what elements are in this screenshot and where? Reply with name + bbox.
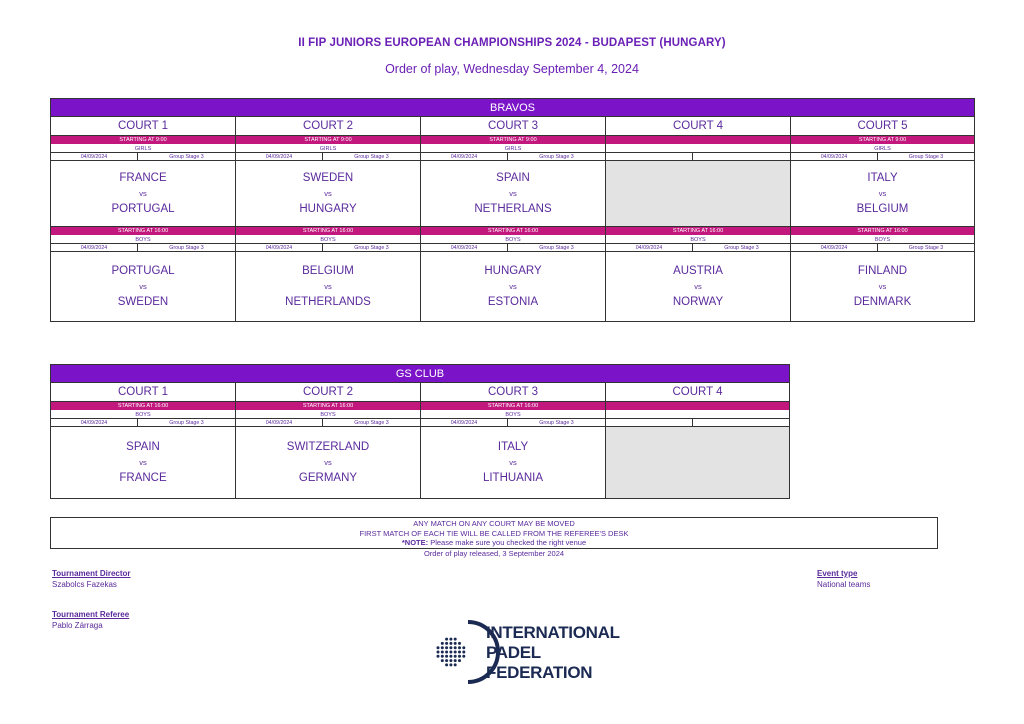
start-time-bar	[606, 136, 790, 145]
vs-label: vs	[139, 282, 147, 291]
team-1: SPAIN	[496, 172, 530, 184]
category-label: BOYS	[791, 236, 974, 244]
vs-label: vs	[324, 189, 332, 198]
courts-row	[50, 383, 790, 499]
court-column	[605, 117, 790, 322]
court-name: COURT 1	[51, 383, 235, 402]
vs-label: vs	[509, 282, 517, 291]
category-label: GIRLS	[236, 145, 420, 153]
team-2: PORTUGAL	[111, 203, 175, 215]
page-title: II FIP JUNIORS EUROPEAN CHAMPIONSHIPS 2024 - BUDAPEST (HUNGARY)	[298, 37, 726, 49]
director-name: Szabolcs Fazekas	[52, 580, 117, 589]
court-column	[605, 383, 790, 499]
team-1: BELGIUM	[302, 265, 354, 277]
team-2: SWEDEN	[117, 296, 169, 308]
match-date	[606, 153, 693, 160]
court-name: COURT 2	[236, 117, 420, 136]
group-stage: Group Stage 3	[539, 245, 574, 251]
team-1: FINLAND	[857, 265, 908, 277]
start-time-bar	[606, 402, 789, 411]
team-2: GERMANY	[298, 472, 358, 484]
vs-label: vs	[324, 282, 332, 291]
category-label: GIRLS	[791, 145, 974, 153]
court-column	[420, 117, 605, 322]
match-date	[606, 419, 693, 426]
group-stage: Group Stage 3	[169, 245, 204, 251]
team-1: SWEDEN	[302, 172, 354, 184]
start-time-bar: STARTING AT 16:00	[51, 402, 235, 411]
start-time-bar: STARTING AT 9:00	[791, 136, 974, 145]
match-meta	[236, 244, 420, 252]
match-meta	[791, 244, 974, 252]
team-2: FRANCE	[119, 472, 167, 484]
match-date: 04/09/2024	[421, 153, 508, 160]
team-2: NETHERLANS	[474, 203, 552, 215]
empty-slot	[606, 161, 790, 227]
team-1: PORTUGAL	[111, 265, 175, 277]
vs-label: vs	[139, 189, 147, 198]
match-meta	[421, 244, 605, 252]
match-meta	[791, 153, 974, 161]
match-meta	[606, 153, 790, 161]
team-1: SPAIN	[126, 441, 160, 453]
venue-name: GS CLUB	[50, 364, 790, 383]
match-meta	[51, 419, 235, 427]
team-1: ITALY	[867, 172, 898, 184]
match-meta	[421, 419, 605, 427]
start-time-bar: STARTING AT 16:00	[791, 227, 974, 236]
team-1: SWITZERLAND	[286, 441, 370, 453]
group-stage	[693, 153, 790, 160]
start-time-bar: STARTING AT 9:00	[236, 136, 420, 145]
court-name: COURT 3	[421, 383, 605, 402]
team-1: FRANCE	[119, 172, 167, 184]
match-meta	[51, 153, 235, 161]
venue-name: BRAVOS	[50, 98, 975, 117]
category-label: GIRLS	[421, 145, 605, 153]
match-meta	[421, 153, 605, 161]
logo-line-1: INTERNATIONAL	[486, 623, 620, 642]
match-date: 04/09/2024	[791, 244, 878, 251]
release-note: Order of play released, 3 September 2024	[423, 549, 565, 558]
start-time-bar: STARTING AT 16:00	[421, 402, 605, 411]
group-stage: Group Stage 3	[169, 154, 204, 160]
court-name: COURT 1	[51, 117, 235, 136]
note-line-2: FIRST MATCH OF EACH TIE WILL BE CALLED FROM THE REFEREE'S DESK	[359, 528, 629, 538]
group-stage: Group Stage 3	[354, 245, 389, 251]
team-2: BELGIUM	[856, 203, 909, 215]
category-label	[606, 411, 789, 419]
team-2: HUNGARY	[299, 203, 357, 215]
court-name: COURT 4	[606, 117, 790, 136]
vs-label: vs	[694, 282, 702, 291]
match-meta	[606, 244, 790, 252]
match-date: 04/09/2024	[421, 419, 508, 426]
category-label: BOYS	[421, 411, 605, 419]
logo-line-3: FEDERATION	[486, 663, 593, 682]
start-time-bar: STARTING AT 9:00	[51, 136, 235, 145]
federation-logo-text	[486, 623, 620, 683]
start-time-bar: STARTING AT 9:00	[421, 136, 605, 145]
referee-name: Pablo Zárraga	[52, 621, 103, 630]
match-card	[791, 252, 974, 322]
court-column	[790, 117, 975, 322]
match-card	[421, 161, 605, 227]
referee-label: Tournament Referee	[52, 610, 130, 619]
match-card	[51, 252, 235, 322]
match-date: 04/09/2024	[606, 244, 693, 251]
empty-slot	[606, 427, 789, 499]
team-2: DENMARK	[853, 296, 912, 308]
group-stage	[693, 419, 789, 426]
team-1: AUSTRIA	[673, 265, 723, 277]
vs-label: vs	[509, 458, 517, 467]
vs-label: vs	[878, 282, 887, 291]
event-type-value: National teams	[817, 580, 871, 589]
match-card	[236, 252, 420, 322]
court-column	[50, 117, 235, 322]
match-date: 04/09/2024	[236, 153, 323, 160]
match-meta	[236, 153, 420, 161]
match-card	[791, 161, 974, 227]
category-label: BOYS	[51, 236, 235, 244]
note-line-3	[51, 538, 937, 548]
director-label: Tournament Director	[52, 569, 131, 578]
team-2: NORWAY	[672, 296, 724, 308]
start-time-bar: STARTING AT 16:00	[421, 227, 605, 236]
group-stage: Group Stage 3	[539, 420, 574, 426]
team-1: ITALY	[497, 441, 529, 453]
category-label: BOYS	[236, 411, 420, 419]
match-card	[606, 252, 790, 322]
group-stage: Group Stage 3	[539, 154, 574, 160]
group-stage: Group Stage 3	[169, 420, 204, 426]
court-column	[420, 383, 605, 499]
match-meta	[606, 419, 789, 427]
match-card	[236, 427, 420, 499]
court-column	[50, 383, 235, 499]
match-card	[236, 161, 420, 227]
team-2: LITHUANIA	[482, 472, 544, 484]
group-stage: Group Stage 3	[354, 420, 389, 426]
note-text: Please make sure you checked the right venue	[428, 538, 587, 547]
match-date: 04/09/2024	[51, 419, 138, 426]
match-card	[51, 161, 235, 227]
team-1: HUNGARY	[484, 265, 542, 277]
notes-box	[50, 517, 938, 549]
category-label: BOYS	[51, 411, 235, 419]
note-line-1: ANY MATCH ON ANY COURT MAY BE MOVED	[413, 519, 575, 528]
courts-row	[50, 117, 975, 322]
start-time-bar: STARTING AT 16:00	[236, 227, 420, 236]
vs-label: vs	[324, 458, 332, 467]
match-card	[51, 427, 235, 499]
vs-label: vs	[139, 458, 147, 467]
logo-line-2: PADEL	[486, 643, 541, 662]
team-2: NETHERLANDS	[285, 296, 371, 308]
court-name: COURT 2	[236, 383, 420, 402]
start-time-bar: STARTING AT 16:00	[51, 227, 235, 236]
venue-gsclub-table	[50, 364, 790, 499]
start-time-bar: STARTING AT 16:00	[606, 227, 790, 236]
note-label: *NOTE:	[401, 538, 429, 547]
match-date: 04/09/2024	[51, 153, 138, 160]
event-type-label: Event type	[817, 569, 858, 578]
court-column	[235, 117, 420, 322]
group-stage: Group Stage 3	[908, 245, 944, 251]
court-name: COURT 5	[791, 117, 974, 136]
court-column	[235, 383, 420, 499]
category-label: GIRLS	[51, 145, 235, 153]
match-card	[421, 252, 605, 322]
group-stage: Group Stage 3	[724, 245, 759, 251]
category-label: BOYS	[606, 236, 790, 244]
vs-label: vs	[878, 189, 887, 198]
match-card	[421, 427, 605, 499]
start-time-bar: STARTING AT 16:00	[236, 402, 420, 411]
match-meta	[236, 419, 420, 427]
match-date: 04/09/2024	[421, 244, 508, 251]
match-date: 04/09/2024	[51, 244, 138, 251]
match-date: 04/09/2024	[236, 419, 323, 426]
venue-bravos-table	[50, 98, 975, 322]
category-label: BOYS	[236, 236, 420, 244]
match-date: 04/09/2024	[791, 153, 878, 160]
court-name: COURT 3	[421, 117, 605, 136]
category-label	[606, 145, 790, 153]
category-label: BOYS	[421, 236, 605, 244]
vs-label: vs	[509, 189, 517, 198]
match-meta	[51, 244, 235, 252]
team-2: ESTONIA	[487, 296, 539, 308]
page-subtitle: Order of play, Wednesday September 4, 2024	[385, 62, 639, 76]
group-stage: Group Stage 3	[354, 154, 389, 160]
group-stage: Group Stage 3	[908, 154, 944, 160]
court-name: COURT 4	[606, 383, 789, 402]
match-date: 04/09/2024	[236, 244, 323, 251]
